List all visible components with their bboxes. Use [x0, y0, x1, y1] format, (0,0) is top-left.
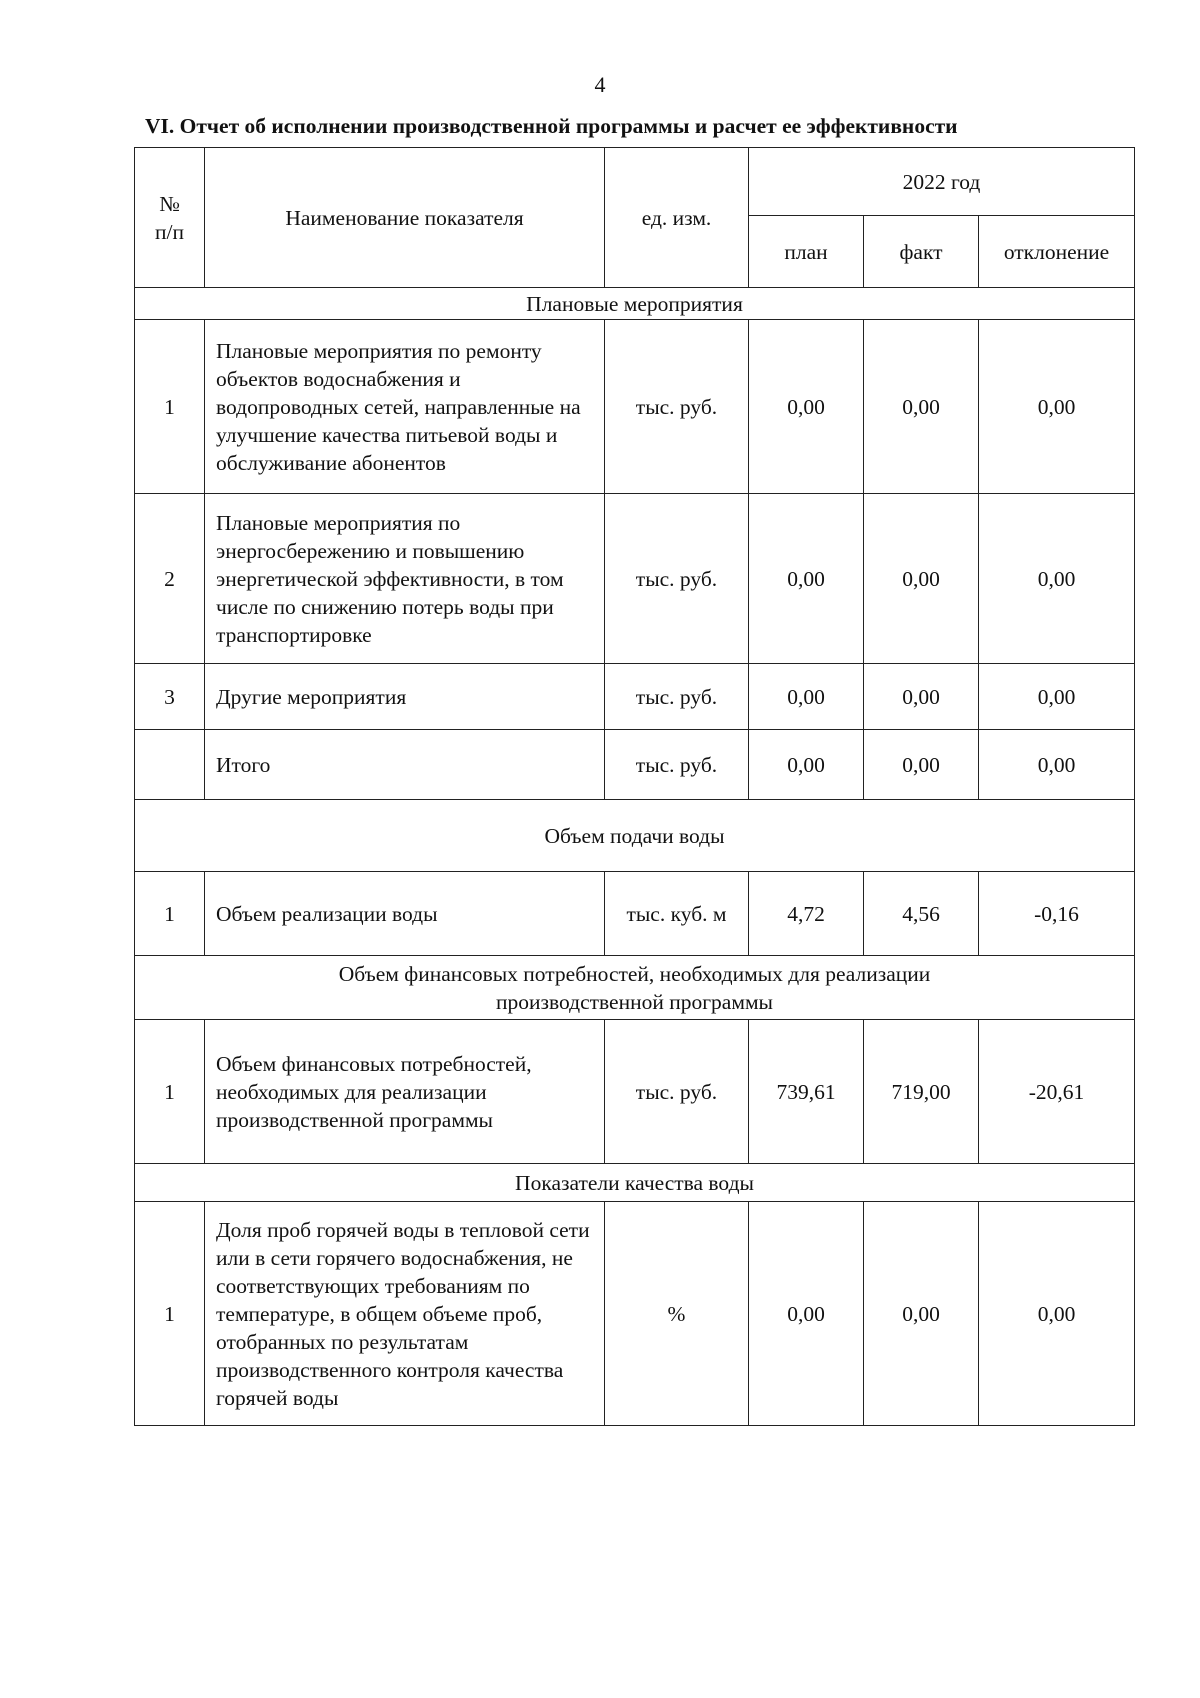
header-year: 2022 год	[749, 148, 1135, 216]
header-num: № п/п	[135, 148, 205, 288]
row-name: Плановые мероприятия по ремонту объектов водоснабжения и водопроводных сетей, направленные на улучшение качества питьевой воды и обслуживание абонентов	[205, 320, 605, 494]
row-name: Другие мероприятия	[205, 664, 605, 730]
row-unit: тыс. руб.	[605, 730, 749, 800]
row-num	[135, 730, 205, 800]
row-plan: 0,00	[749, 1202, 864, 1426]
table-row	[135, 872, 1135, 956]
row-num: 1	[135, 1020, 205, 1164]
row-num: 1	[135, 1202, 205, 1426]
row-deviation: 0,00	[979, 320, 1135, 494]
table-row	[135, 1202, 1135, 1426]
table-row	[135, 1020, 1135, 1164]
row-name: Объем финансовых потребностей, необходимых для реализации производственной программы	[205, 1020, 605, 1164]
row-fact: 0,00	[864, 1202, 979, 1426]
section-title: Показатели качества воды	[135, 1164, 1135, 1202]
row-unit: тыс. руб.	[605, 320, 749, 494]
row-num: 1	[135, 320, 205, 494]
row-num: 1	[135, 872, 205, 956]
table-row-total	[135, 730, 1135, 800]
row-deviation: -20,61	[979, 1020, 1135, 1164]
section-header-row	[135, 800, 1135, 872]
row-deviation: 0,00	[979, 730, 1135, 800]
row-fact: 0,00	[864, 320, 979, 494]
row-name: Объем реализации воды	[205, 872, 605, 956]
section-header-row	[135, 288, 1135, 320]
row-name: Доля проб горячей воды в тепловой сети или в сети горячего водоснабжения, не соответствующих требованиям по температуре, в общем объеме проб, отобранных по результатам производственного контроля качества горячей воды	[205, 1202, 605, 1426]
row-fact: 0,00	[864, 730, 979, 800]
row-plan: 0,00	[749, 494, 864, 664]
row-fact: 0,00	[864, 494, 979, 664]
row-plan: 0,00	[749, 664, 864, 730]
page-number: 4	[594, 72, 606, 97]
row-deviation: 0,00	[979, 664, 1135, 730]
header-name: Наименование показателя	[205, 148, 605, 288]
section-title: Объем финансовых потребностей, необходимых для реализации производственной программы	[135, 956, 1135, 1020]
row-deviation: 0,00	[979, 1202, 1135, 1426]
header-unit: ед. изм.	[605, 148, 749, 288]
row-plan: 4,72	[749, 872, 864, 956]
row-deviation: 0,00	[979, 494, 1135, 664]
report-table	[134, 147, 1135, 1426]
row-plan: 739,61	[749, 1020, 864, 1164]
row-unit: тыс. руб.	[605, 664, 749, 730]
table-row	[135, 664, 1135, 730]
row-unit: тыс. куб. м	[605, 872, 749, 956]
row-unit: %	[605, 1202, 749, 1426]
header-deviation: отклонение	[979, 216, 1135, 288]
table-row	[135, 320, 1135, 494]
section-title: Плановые мероприятия	[135, 288, 1135, 320]
row-fact: 4,56	[864, 872, 979, 956]
header-row-1	[135, 148, 1135, 216]
header-plan: план	[749, 216, 864, 288]
row-num: 2	[135, 494, 205, 664]
row-name: Итого	[205, 730, 605, 800]
row-num: 3	[135, 664, 205, 730]
row-fact: 719,00	[864, 1020, 979, 1164]
page-title: VI. Отчет об исполнении производственной программы и расчет ее эффективности	[145, 114, 958, 138]
row-unit: тыс. руб.	[605, 494, 749, 664]
section-header-row	[135, 1164, 1135, 1202]
row-unit: тыс. руб.	[605, 1020, 749, 1164]
header-fact: факт	[864, 216, 979, 288]
row-plan: 0,00	[749, 320, 864, 494]
row-name: Плановые мероприятия по энергосбережению и повышению энергетической эффективности, в том числе по снижению потерь воды при транспортировке	[205, 494, 605, 664]
row-deviation: -0,16	[979, 872, 1135, 956]
section-title: Объем подачи воды	[135, 800, 1135, 872]
section-header-row	[135, 956, 1135, 1020]
table-row	[135, 494, 1135, 664]
row-plan: 0,00	[749, 730, 864, 800]
row-fact: 0,00	[864, 664, 979, 730]
